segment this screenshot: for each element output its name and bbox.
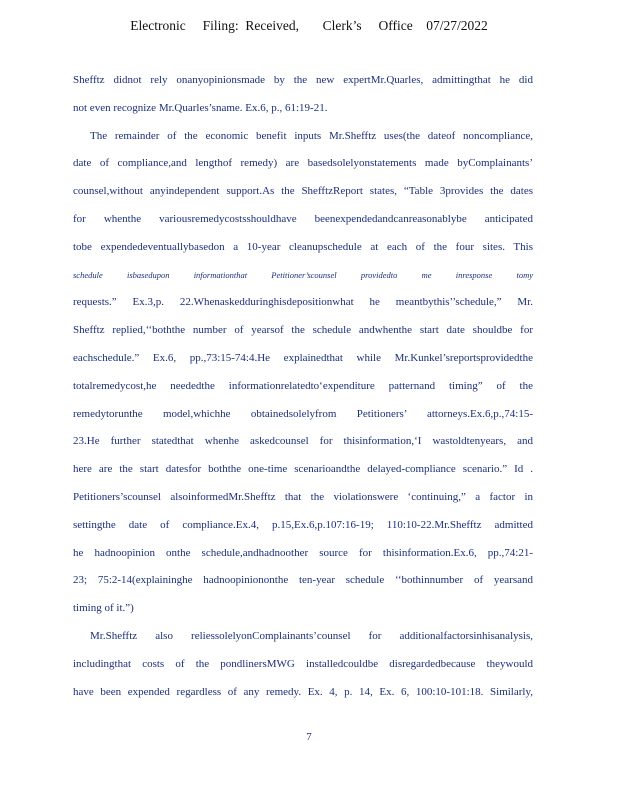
text-line: totalremedycost,he neededthe informationrelatedto‘expenditure patternand timing” of the (73, 379, 533, 392)
text-line: includingthat costs of the pondlinersMWG installedcouldbe disregardedbecause theywould (73, 657, 533, 670)
text-line: eachschedule.” Ex.6, pp.,73:15-74:4.He explainedthat while Mr.Kunkel’sreportsprovidedthe (73, 351, 533, 364)
text-line: schedule isbasedupon informationthat Petitioner’scounsel providedto me inresponse tomy (73, 269, 533, 280)
text-line: The remainder of the economic benefit inputs Mr.Shefftz uses(the dateof noncompliance, (90, 129, 533, 142)
text-line: have been expended regardless of any remedy. Ex. 4, p. 14, Ex. 6, 100:10-101:18. Similarly, (73, 685, 533, 698)
text-line: he hadnoopinion onthe schedule,andhadnoother source for thisinformation.Ex.6, pp.,74:21- (73, 546, 533, 559)
text-line: settingthe date of compliance.Ex.4, p.15,Ex.6,p.107:16-19; 110:10-22.Mr.Shefftz admitted (73, 518, 533, 531)
text-line: requests.” Ex.3,p. 22.Whenaskedduringhisdepositionwhat he meantbythis’’schedule,” Mr. (73, 296, 533, 309)
text-line: Petitioners’scounsel alsoinformedMr.Shefftz that the violationswere ‘continuing,” a factor in (73, 490, 533, 503)
text-line: for whenthe variousremedycostsshouldhave beenexpendedandcanreasonablybe anticipated (73, 212, 533, 225)
text-line: 23.He further statedthat whenhe askedcounsel for thisinformation,‘I wastoldtenyears, and (73, 435, 533, 448)
text-line: counsel,without anyindependent support.As the ShefftzReport states, “Table 3provides the dates (73, 185, 533, 198)
text-line: timing of it.”) (73, 602, 134, 615)
text-line: tobe expendedeventuallybasedon a 10-year cleanupschedule at each of the four sites. This (73, 240, 533, 253)
text-line: not even recognize Mr.Quarles’sname. Ex.6, p., 61:19-21. (73, 101, 328, 114)
text-line: 23; 75:2-14(explaininghe hadnoopiniononthe ten-year schedule ‘‘bothinnumber of yearsand (73, 574, 533, 587)
filing-stamp-header: Electronic Filing: Received, Clerk’s Office 07/27/2022 (130, 18, 488, 33)
text-line: here are the start datesfor boththe one-time scenarioandthe delayed-compliance scenario.” Id . (73, 463, 533, 476)
text-line: date of compliance,and lengthof remedy) are basedsolelyonstatements made byComplainants’ (73, 157, 533, 170)
text-line: remedytorunthe model,whichhe obtainedsolelyfrom Petitioners’ attorneys.Ex.6,p.,74:15- (73, 407, 533, 420)
page-number: 7 (306, 731, 312, 743)
text-line: Mr.Shefftz also reliessolelyonComplainants’counsel for additionalfactorsinhisanalysis, (90, 629, 533, 642)
text-line: Shefftz didnot rely onanyopinionsmade by the new expertMr.Quarles, admittingthat he did (73, 74, 533, 86)
text-line: Shefftz replied,‘‘boththe number of yearsof the schedule andwhenthe start date shouldbe for (73, 324, 533, 337)
body-text (73, 67, 533, 706)
